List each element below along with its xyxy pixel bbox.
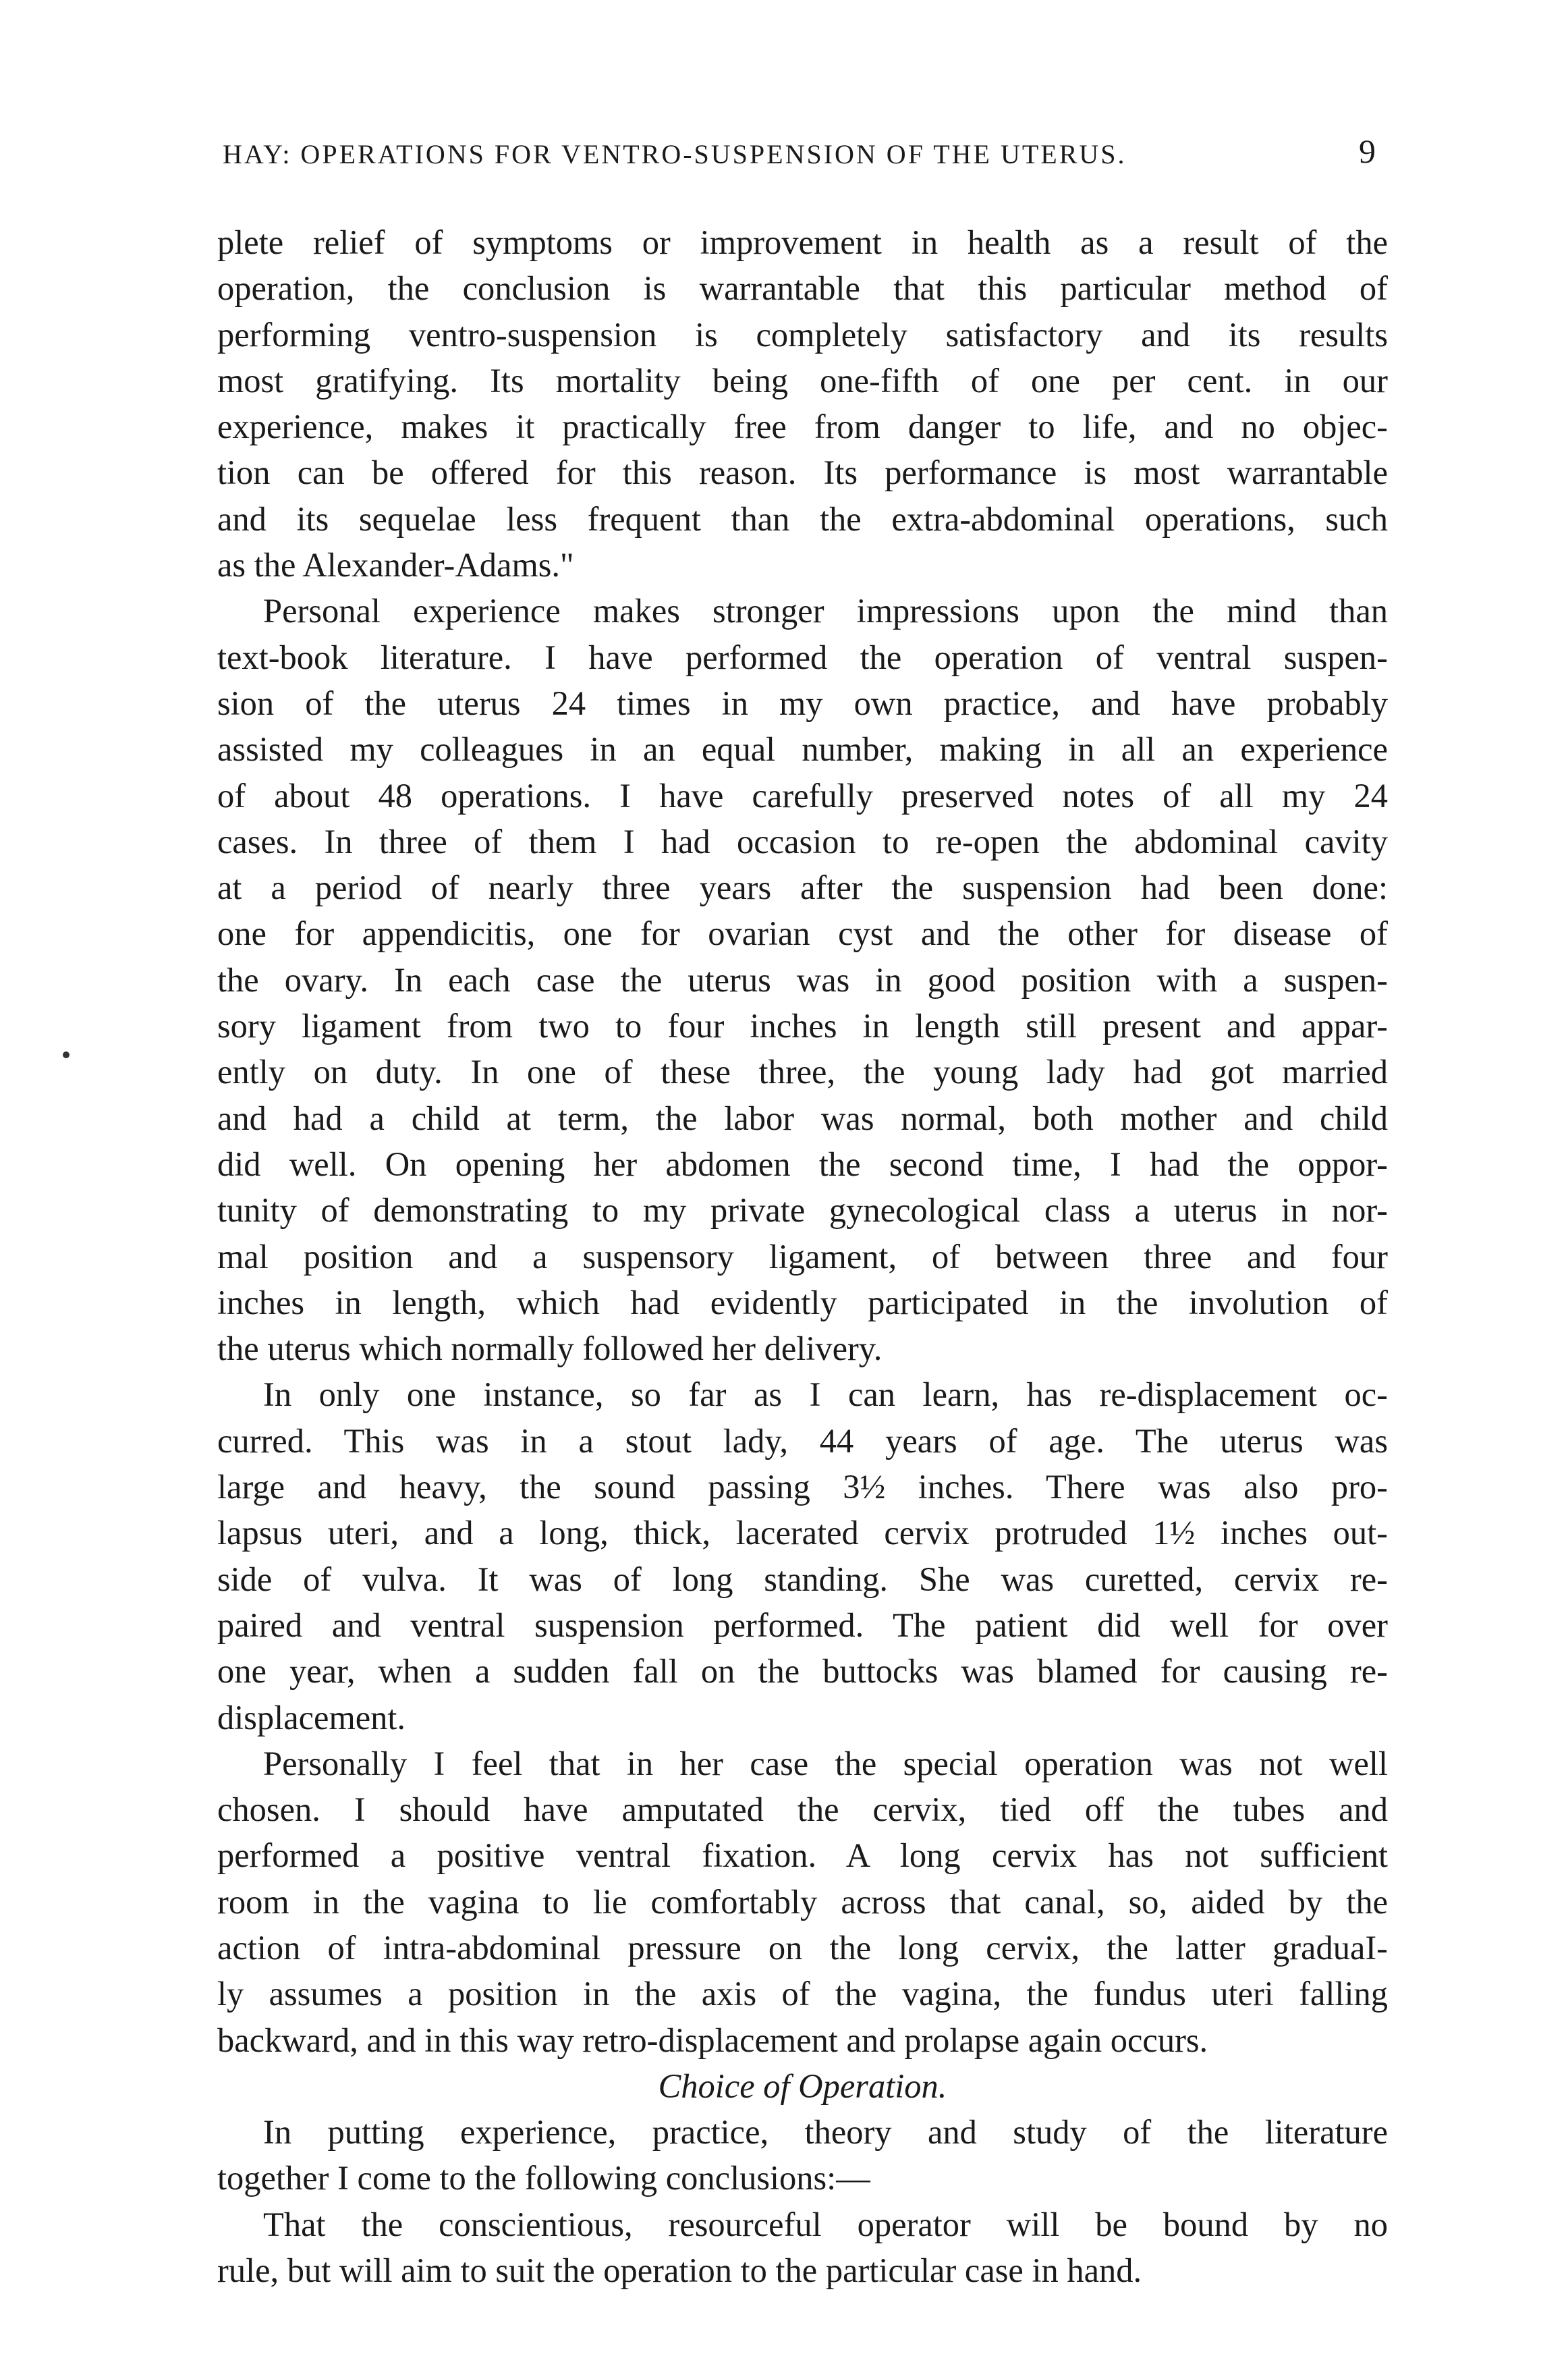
body-text xyxy=(217,219,1388,2293)
text-line: cases. In three of them I had occasion to re-open the abdominal cavity xyxy=(217,822,1388,860)
margin-dot xyxy=(63,1051,69,1058)
text-line: sion of the uterus 24 times in my own practice, and have probably xyxy=(217,684,1388,722)
text-line: tion can be offered for this reason. Its performance is most warrantable xyxy=(217,454,1388,492)
paragraph-start-line: Personally I feel that in her case the special operation was not well xyxy=(263,1744,1388,1782)
text-line: mal position and a suspensory ligament, of between three and four xyxy=(217,1237,1388,1276)
text-line: rule, but will aim to suit the operation to the particular case in hand. xyxy=(217,2251,1142,2290)
text-line: together I come to the following conclusions:— xyxy=(217,2159,870,2197)
text-line: one year, when a sudden fall on the buttocks was blamed for causing re- xyxy=(217,1652,1388,1691)
text-line: the ovary. In each case the uterus was in good position with a suspen- xyxy=(217,960,1388,999)
text-line: tunity of demonstrating to my private gynecological class a uterus in nor- xyxy=(217,1191,1388,1230)
text-line: performing ventro-suspension is completely satisfactory and its results xyxy=(217,315,1388,354)
text-line: chosen. I should have amputated the cervix, tied off the tubes and xyxy=(217,1790,1388,1829)
paragraph-start-line: In putting experience, practice, theory and study of the literature xyxy=(263,2113,1388,2152)
section-heading: Choice of Operation. xyxy=(658,2067,947,2105)
text-line: plete relief of symptoms or improvement in health as a result of the xyxy=(217,223,1388,261)
text-line: assisted my colleagues in an equal number, making in all an experience xyxy=(217,730,1388,769)
text-line: experience, makes it practically free from danger to life, and no objec- xyxy=(217,408,1388,446)
text-line: inches in length, which had evidently participated in the involution of xyxy=(217,1283,1388,1321)
text-line: at a period of nearly three years after the suspension had been done: xyxy=(217,869,1388,907)
paragraph-start-line: Personal experience makes stronger impressions upon the mind than xyxy=(263,592,1388,630)
text-line: paired and ventral suspension performed. The patient did well for over xyxy=(217,1606,1388,1644)
text-line: displacement. xyxy=(217,1698,406,1737)
text-line: as the Alexander-Adams." xyxy=(217,546,574,584)
paragraph-start-line: In only one instance, so far as I can learn, has re-displacement oc- xyxy=(263,1375,1388,1414)
text-line: room in the vagina to lie comfortably across that canal, so, aided by the xyxy=(217,1882,1388,1921)
text-line: performed a positive ventral fixation. A long cervix has not sufficient xyxy=(217,1836,1388,1875)
text-line: and its sequelae less frequent than the extra-abdominal operations, such xyxy=(217,499,1388,538)
text-line: action of intra-abdominal pressure on the long cervix, the latter graduaI- xyxy=(217,1928,1388,1967)
paragraph-start-line: That the conscientious, resourceful operator will be bound by no xyxy=(263,2205,1388,2243)
text-line: sory ligament from two to four inches in length still present and appar- xyxy=(217,1007,1388,1045)
text-line: text-book literature. I have performed the operation of ventral suspen- xyxy=(217,638,1388,676)
text-line: most gratifying. Its mortality being one-fifth of one per cent. in our xyxy=(217,361,1388,400)
text-line: curred. This was in a stout lady, 44 years of age. The uterus was xyxy=(217,1421,1388,1460)
text-line: ently on duty. In one of these three, the young lady had got married xyxy=(217,1053,1388,1091)
text-line: lapsus uteri, and a long, thick, lacerated cervix protruded 1½ inches out- xyxy=(217,1514,1388,1552)
text-line: operation, the conclusion is warrantable that this particular method of xyxy=(217,269,1388,308)
text-line: ly assumes a position in the axis of the vagina, the fundus uteri falling xyxy=(217,1975,1388,2013)
text-line: and had a child at term, the labor was normal, both mother and child xyxy=(217,1099,1388,1137)
text-line: one for appendicitis, one for ovarian cyst and the other for disease of xyxy=(217,914,1388,953)
text-line: side of vulva. It was of long standing. She was curetted, cervix re- xyxy=(217,1560,1388,1598)
text-line: of about 48 operations. I have carefully preserved notes of all my 24 xyxy=(217,776,1388,815)
text-line: backward, and in this way retro-displacement and prolapse again occurs. xyxy=(217,2021,1208,2059)
text-line: large and heavy, the sound passing 3½ inches. There was also pro- xyxy=(217,1468,1388,1506)
text-line: the uterus which normally followed her delivery. xyxy=(217,1330,883,1368)
running-head: HAY: OPERATIONS FOR VENTRO-SUSPENSION OF THE UTERUS. xyxy=(223,139,1127,169)
page-number: 9 xyxy=(1359,132,1376,170)
text-line: did well. On opening her abdomen the second time, I had the oppor- xyxy=(217,1145,1388,1183)
